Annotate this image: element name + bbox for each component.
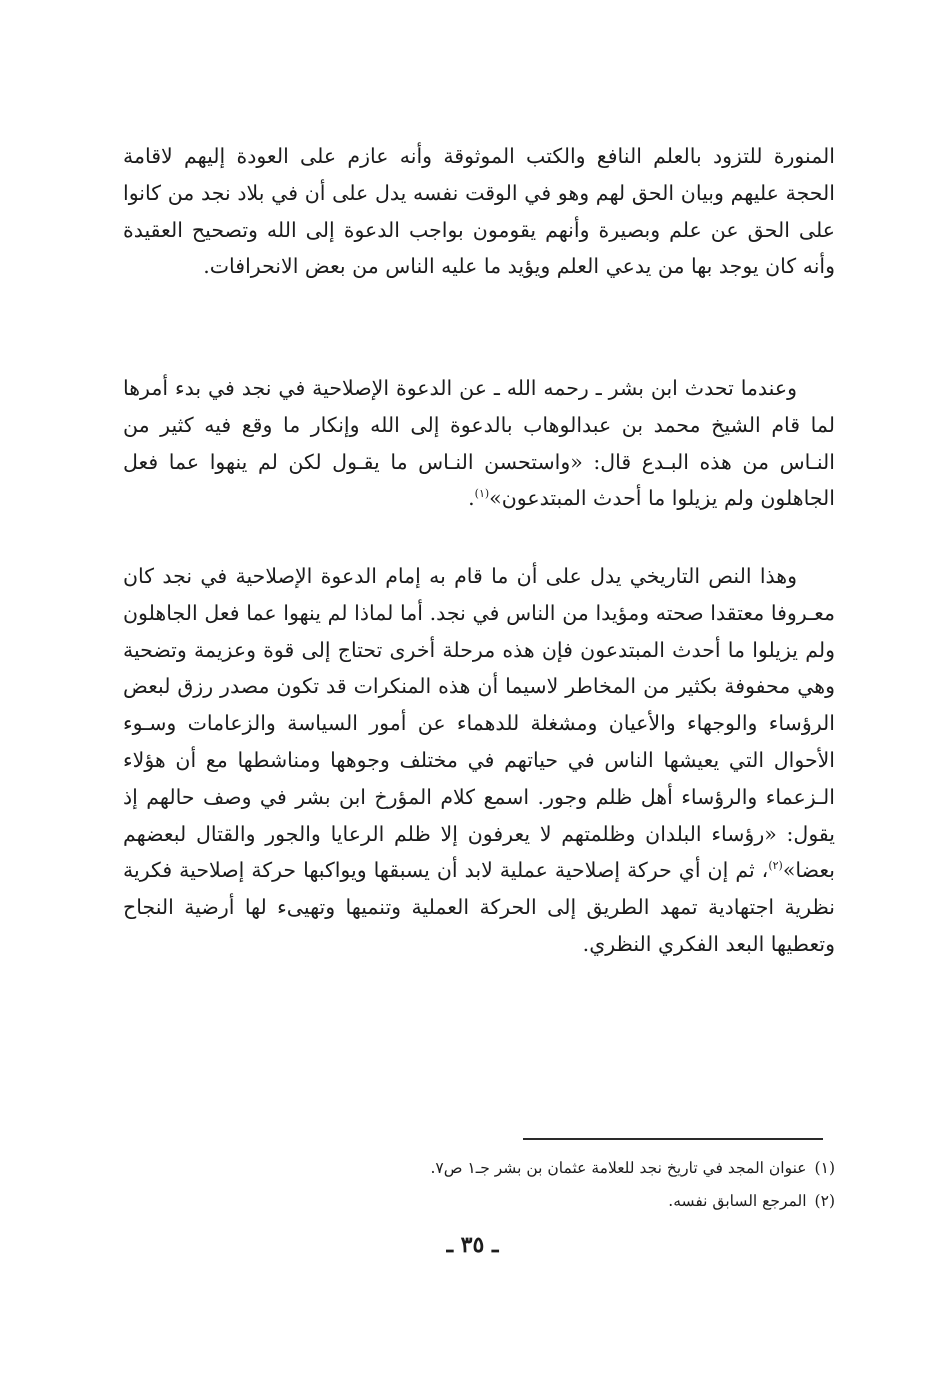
footnote-1-text: عنوان المجد في تاريخ نجد للعلامة عثمان بن بشر جـ١ ص٧. xyxy=(430,1159,807,1177)
footnote-2-number: (٢) xyxy=(814,1192,835,1210)
paragraph-2 xyxy=(123,370,835,517)
paragraph-2-text: وعندما تحدث ابن بشر ـ رحمه الله ـ عن الدعوة الإصلاحية في نجد في بدء أمرها لما قام الشيخ محمد بن عبدالوهاب بالدعوة إلى الله وإنكار ما وقع فيه كثير من النـاس من هذه البـدع قال: «واستحسن النـاس ما يقـول لكن لم ينهوا عما فعل الجاهلون ولم يزيلوا ما أحدث المبتدعون» xyxy=(123,376,835,511)
footnote-1-number: (١) xyxy=(814,1159,835,1177)
paragraph-3-text-after: ، ثم إن أي حركة إصلاحية عملية لابد أن يسبقها ويواكبها حركة إصلاحية فكرية نظرية اجتهادية تمهد الطريق إلى الحركة العملية وتنميها وتهيىء لها أرضية النجاح وتعطيها البعد الفكري النظري. xyxy=(123,858,835,956)
paragraph-2-end: . xyxy=(468,486,475,511)
footnote-ref-1[interactable]: (١) xyxy=(474,487,490,501)
footnote-2-text: المرجع السابق نفسه. xyxy=(668,1192,807,1210)
footnote-separator xyxy=(523,1138,823,1140)
paragraph-3 xyxy=(123,558,835,963)
footnote-ref-2[interactable]: (٢) xyxy=(768,859,783,873)
footnote-2 xyxy=(123,1185,835,1218)
page-number: ـ ٣٥ ـ xyxy=(446,1232,499,1258)
paragraph-1: المنورة للتزود بالعلم النافع والكتب الموثوقة وأنه عازم على العودة إليهم لاقامة الحجة عليهم وبيان الحق لهم وهو في الوقت نفسه يدل على أن في بلاد نجد من كانوا على الحق عن علم وبصيرة وأنهم يقومون بواجب الدعوة إلى الله وتصحيح العقيدة وأنه كان يوجد بها من يدعي العلم ويؤيد ما عليه الناس من بعض الانحرافات. xyxy=(123,144,835,279)
footnotes xyxy=(123,1152,835,1218)
footnote-1 xyxy=(123,1152,835,1185)
paragraph-3-text-before: وهذا النص التاريخي يدل على أن ما قام به إمام الدعوة الإصلاحية في نجد كان معـروفا معتقدا صحته ومؤيدا من الناس في نجد. أما لماذا لم ينهوا عما فعل الجاهلون ولم يزيلوا ما أحدث المبتدعون فإن هذه مرحلة أخرى تحتاج إلى قوة وعزيمة وتضحية وهي محفوفة بكثير من المخاطر لاسيما أن هذه المنكرات قد تكون مصدر رزق لبعض الرؤساء والوجهاء والأعيان ومشغلة للدهماء عن أمور السياسة والزعامات وسـوء الأحوال التي يعيشها الناس في حياتهم في مختلف وجوهها ومناشطها مع أن هؤلاء الـزعماء والرؤساء أهل ظلم وجور. اسمع كلام المؤرخ ابن بشر في وصف حالهم إذ يقول: «رؤساء البلدان وظلمتهم لا يعرفون إلا ظلم الرعايا والجور والقتال لبعضهم بعضا» xyxy=(123,564,835,883)
